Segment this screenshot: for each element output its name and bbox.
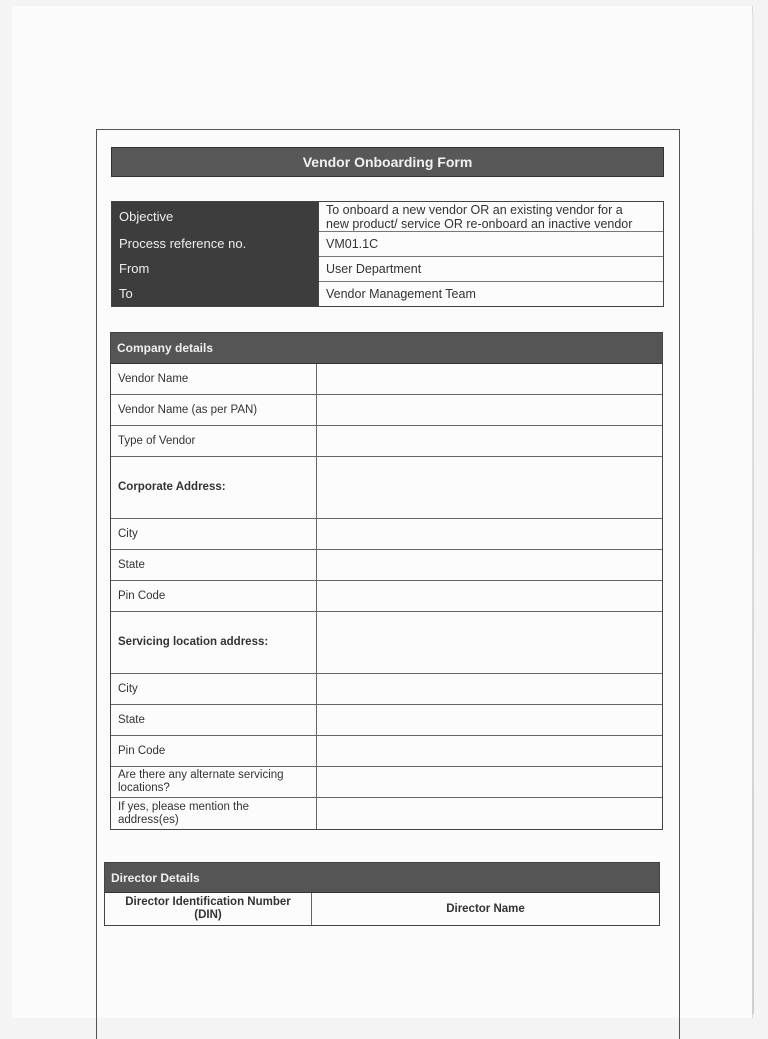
corporate-city-field[interactable]: [317, 519, 662, 549]
objective-label: Objective: [119, 209, 174, 224]
servicing-address-field[interactable]: [317, 612, 662, 673]
company-details-heading: Company details: [111, 333, 662, 364]
corporate-state-field[interactable]: [317, 550, 662, 580]
vendor-name-field[interactable]: [317, 364, 662, 394]
alternate-locations-label: Are there any alternate servicing locations?: [111, 767, 317, 797]
objective-line-1: To onboard a new vendor OR an existing vendor for a: [326, 202, 623, 217]
form-info-table: [111, 201, 664, 307]
to-value: Vendor Management Team: [326, 287, 476, 301]
table-row: [111, 395, 662, 426]
form-title: Vendor Onboarding Form: [111, 147, 664, 177]
from-value: User Department: [319, 257, 663, 282]
table-row: [111, 519, 662, 550]
director-name-column-header: Director Name: [446, 902, 525, 915]
vendor-name-label: Vendor Name: [111, 364, 317, 394]
corporate-pin-label: Pin Code: [111, 581, 317, 611]
corporate-state-label: State: [111, 550, 317, 580]
table-row: [111, 798, 662, 829]
table-row: [111, 457, 662, 519]
alternate-addresses-label: If yes, please mention the address(es): [111, 798, 317, 829]
from-label: From: [119, 261, 150, 276]
info-labels: [112, 202, 318, 306]
process-ref-value: VM01.1C: [319, 232, 663, 257]
din-column-header: Director Identification Number (DIN): [105, 893, 312, 925]
table-row: [111, 550, 662, 581]
table-row: [111, 767, 662, 798]
table-row: [111, 705, 662, 736]
corporate-address-field[interactable]: [317, 457, 662, 518]
table-row: [111, 736, 662, 767]
table-row: [111, 426, 662, 457]
table-row: [111, 581, 662, 612]
objective-value: [319, 202, 663, 232]
corporate-address-label: Corporate Address:: [111, 457, 317, 518]
alternate-addresses-field[interactable]: [317, 798, 662, 829]
vendor-type-field[interactable]: [317, 426, 662, 456]
table-row: [111, 364, 662, 395]
alternate-locations-field[interactable]: [317, 767, 662, 797]
page-edge: [752, 14, 754, 1014]
servicing-city-label: City: [111, 674, 317, 704]
company-details-table: [110, 332, 663, 830]
table-row: [111, 612, 662, 674]
vendor-type-label: Type of Vendor: [111, 426, 317, 456]
info-values: [318, 202, 663, 306]
process-ref-label: Process reference no.: [119, 236, 247, 251]
director-details-table: [104, 862, 660, 926]
vendor-name-pan-label: Vendor Name (as per PAN): [111, 395, 317, 425]
vendor-name-pan-field[interactable]: [317, 395, 662, 425]
servicing-address-label: Servicing location address:: [111, 612, 317, 673]
corporate-pin-field[interactable]: [317, 581, 662, 611]
servicing-state-label: State: [111, 705, 317, 735]
table-row: [111, 674, 662, 705]
objective-line-2: new product/ service OR re-onboard an inactive vendor: [326, 216, 633, 231]
to-label: To: [119, 286, 133, 301]
corporate-city-label: City: [111, 519, 317, 549]
servicing-pin-label: Pin Code: [111, 736, 317, 766]
table-row: [105, 893, 659, 925]
servicing-city-field[interactable]: [317, 674, 662, 704]
servicing-pin-field[interactable]: [317, 736, 662, 766]
director-details-heading: Director Details: [105, 863, 659, 893]
servicing-state-field[interactable]: [317, 705, 662, 735]
